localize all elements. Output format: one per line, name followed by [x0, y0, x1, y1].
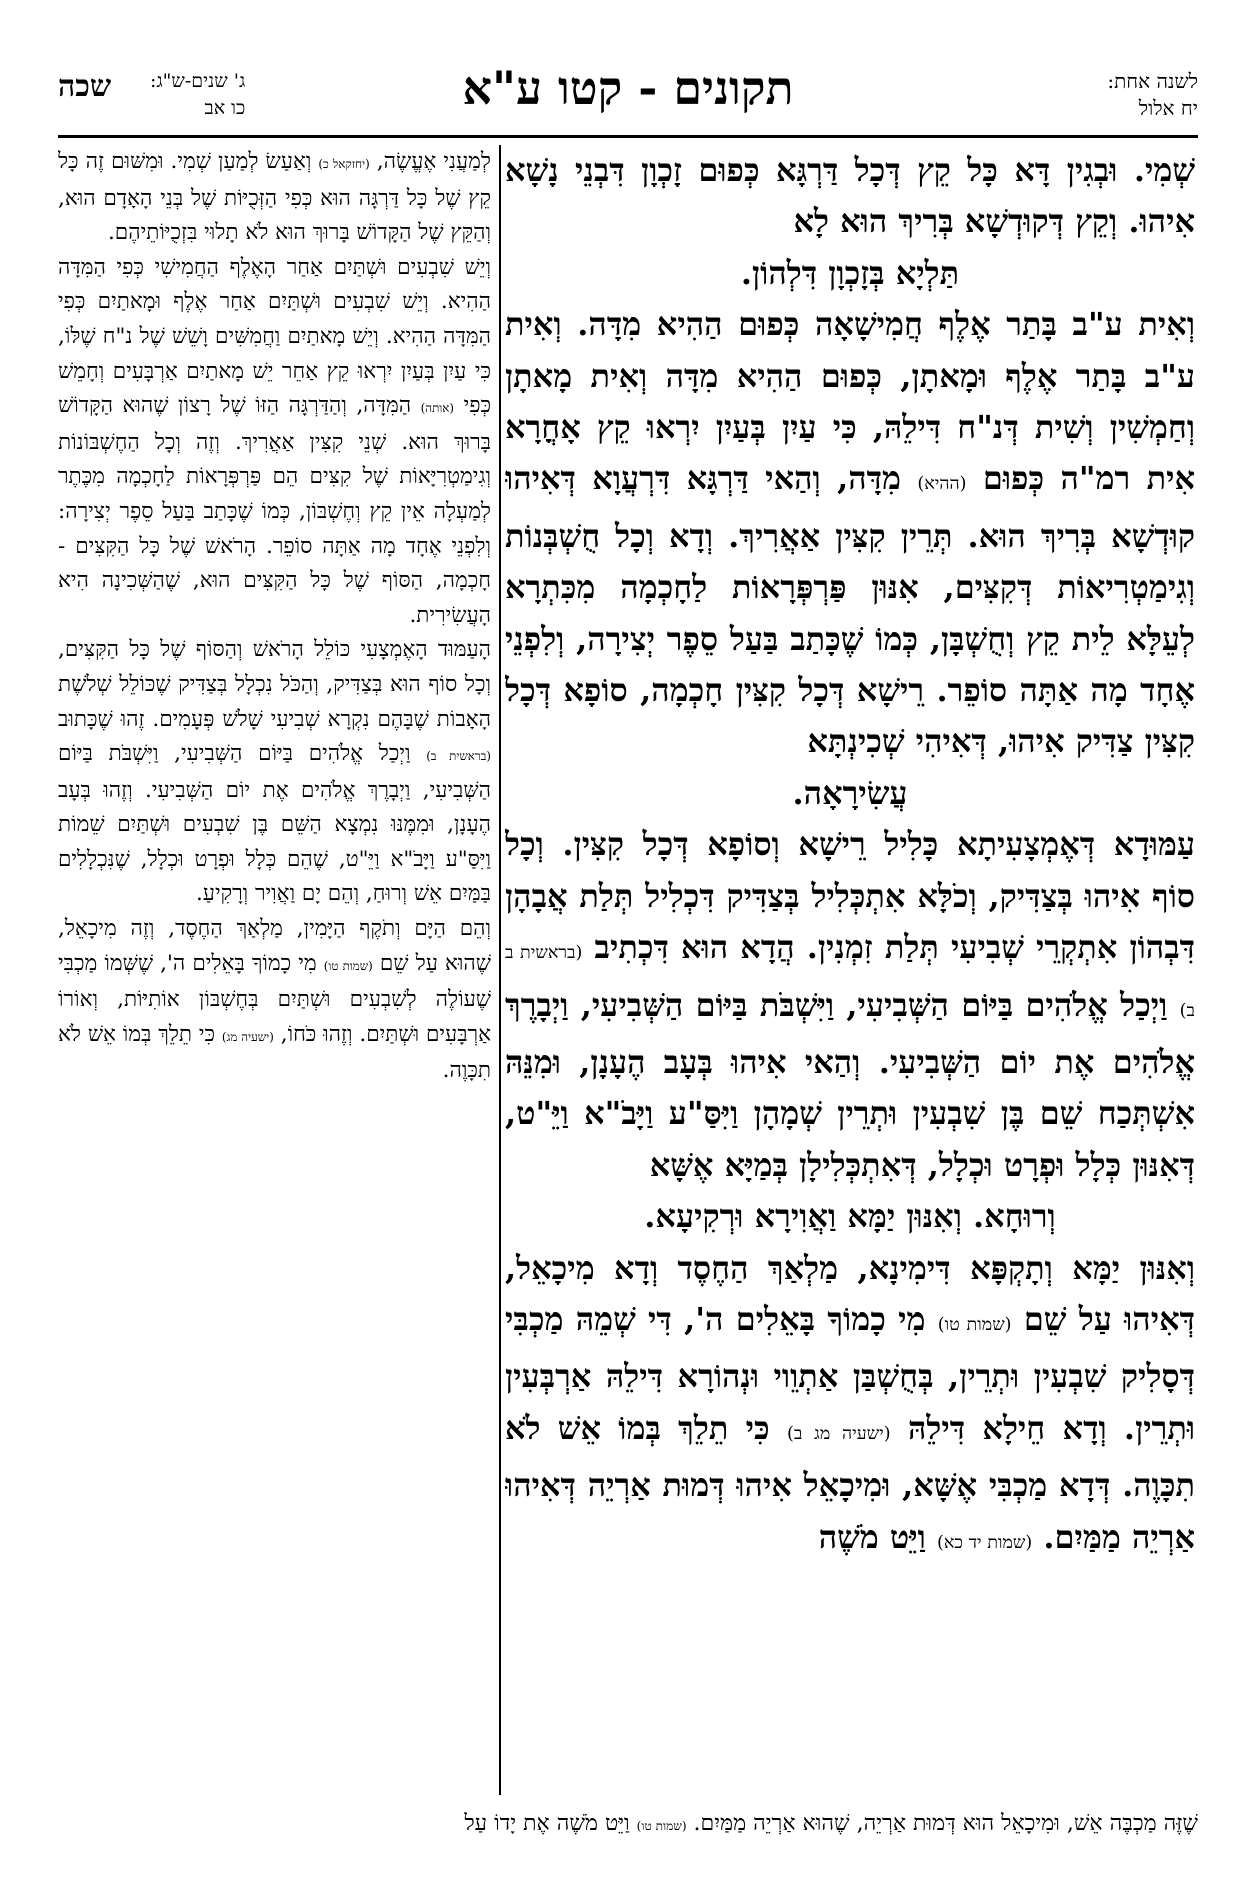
source-ref: (בראשית ב ב): [505, 943, 1195, 1021]
main-paragraph-2-end: עֲשִׂירָאָה.: [792, 773, 908, 812]
column-divider: [499, 145, 501, 1795]
source-ref: (שמות יד כא): [936, 1532, 1033, 1553]
aramaic-text-column: [505, 145, 1195, 1795]
main-paragraph-2: וְאִית ע"ב בָּתַר אֶלֶף חֲמִישָׁאָה כְּפוּם הַהִיא מִדָּה. וְאִית ע"ב בָּתַר אֶלֶף וּמָאתָן, כְּפוּם הַהִיא מִדָּה וְאִית מָאתָן וְחַמְשִׁין וְשִׁית דְּנ"ח דִּילֵהּ, כִּי עַיִן בְּעַיִן יִרְאוּ קֵץ אָחֳרָא אִית רמ"ה כְּפוּם (ההיא) מִדָּה, וְהַאי דַּרְגָּא דִּרְעֲוָא דְּאִיהוּ קוּדְשָׁא בְּרִיךְ הוּא. תְּרֵין קִצִּין אַאֲרִיךְ. וְדָא וְכָל חֻשְׁבְּנוֹת וְגִימַטְרִיאוֹת דְּקִצִּים, אִנּוּן פַּרְפְּרָאוֹת לַחָכְמָה מִכִּתְרָא לְעֵלָּא לֵית קֵץ וְחֻשְׁבָּן, כְּמוֹ שֶׁכָּתַב בַּעַל סֵפֶר יְצִירָה, וְלִפְנֵי אֶחָד מָה אַתָּה סוֹפֵר. רֵישָׁא דְּכָל קִצִּין חָכְמָה, סוֹפָא דְּכָל קִצִּין צַדִּיק אִיהוּ, דְּאִיהִי שְׁכִינְתָּא: [505, 305, 1195, 761]
schedule-three-years-label: ג' שנים-ש"ג:: [150, 70, 246, 92]
main-paragraph-1-end: תַּלְיָא בְּזָכְוָן דִּלְהוֹן.: [740, 253, 960, 292]
schedule-one-year-date: יח אלול: [1138, 96, 1198, 120]
header-rule: [58, 135, 1198, 138]
header-left-note: [150, 68, 245, 122]
side-paragraph-4: וְהֵם הַיָּם וְתֹקֶף הַיָּמִין, מַלְאַךְ הַחֶסֶד, וְזֶה מִיכָאֵל, שֶׁהוּא עַל שֵׁם (שמות טו) מִי כָמוֹךָ בָּאֵלִים ה', שֶׁשְּׁמוֹ מַכְבִּי שֶׁעוֹלֶה לְשִׁבְעִים וּשְׁתַּיִם בְּחֶשְׁבּוֹן אוֹתִיּוֹת, וְאוֹרוֹ אַרְבָּעִים וּשְׁתַּיִם. וְזֶהוּ כֹּחוֹ, (ישעיה מג) כִּי תֵלֵךְ בְּמוֹ אֵשׁ לֹא תִכָּוֶה.: [58, 916, 491, 1084]
source-ref: (יחזקאל כ): [318, 157, 370, 171]
main-paragraph-3-end: וְרוּחָא. וְאִנּוּן יַמָּא וַאֲוִירָא וּרְקִיעָא.: [644, 1197, 1056, 1236]
page-number: שכה: [58, 69, 112, 104]
page-header: [58, 60, 1198, 132]
source-ref: (ההיא): [917, 474, 967, 495]
header-right-note: [1107, 68, 1198, 122]
main-paragraph-4: וְאִנּוּן יַמָּא וְתָקְפָּא דִּימִינָא, מַלְאַךְ הַחֶסֶד וְדָא מִיכָאֵל, דְּאִיהוּ עַל שֵׁם (שמות טו) מִי כָמוֹךָ בָּאֵלִים ה', דִּי שְׁמֵהּ מַכְבִּי דְּסָלִיק שִׁבְעִין וּתְרֵין, בְּחֻשְׁבַּן אַתְוֵוי וּנְהוֹרָא דִּילֵהּ אַרְבְּעִין וּתְרֵין. וְדָא חֵילָא דִּילֵהּ (ישעיה מג ב) כִּי תֵלֵךְ בְּמוֹ אֵשׁ לֹא תִכָּוֶה. דְּדָא מַכְבִּי אֶשָּׁא, וּמִיכָאֵל אִיהוּ דְּמוּת אַרְיֵה דְּאִיהוּ אַרְיֵה מַמַּיִם. (שמות יד כא) וַיֵּט מֹשֶׁה: [505, 1248, 1195, 1556]
continuation-line: שֶׁזֶּה מַכְבֶּה אֵשׁ, וּמִיכָאֵל הוּא דְּמוּת אַרְיֵה, שֶׁהוּא אַרְיֵה מַמַּיִם. (שמות טו) וַיֵּט מֹשֶׁה אֶת יָדוֹ עַל: [464, 1811, 1198, 1836]
source-ref: (ישעיה מג ב): [786, 1423, 891, 1444]
side-paragraph-2: וְיֵשׁ שִׁבְעִים וּשְׁתַּיִם אַחַר הָאֶלֶף הַחֲמִישִׁי כְּפִי הַמִּדָּה הַהִיא. וְיֵשׁ שִׁבְעִים וּשְׁתַּיִם אַחַר אֶלֶף וּמָאתַיִם כְּפִי הַמִּדָּה הַהִיא. וְיֵשׁ מָאתַיִם וַחֲמִשִּׁים וָשֵׁשׁ שֶׁל נ"ח שֶׁלּוֹ, כִּי עַיִן בְּעַיִן יִרְאוּ קֵץ אַחֵר יֵשׁ מָאתַיִם אַרְבָּעִים וְחָמֵשׁ כְּפִי (אותה) הַמִּדָּה, וְהַדַּרְגָּה הַזּוֹ שֶׁל רָצוֹן שֶׁהוּא הַקָּדוֹשׁ בָּרוּךְ הוּא. שְׁנֵי קִצִּין אַאֲרִיךְ. וְזֶה וְכָל הַחֶשְׁבּוֹנוֹת וְגִימַטְרִיָּאוֹת שֶׁל קִצִּים הֵם פַּרְפְּרָאוֹת לַחָכְמָה מִכֶּתֶר לְמַעְלָה אֵין קֵץ וְחֶשְׁבּוֹן, כְּמוֹ שֶׁכָּתַב בַּעַל סֵפֶר יְצִירָה: וְלִפְנֵי אֶחָד מָה אַתָּה סוֹפֵר. הָרֹאשׁ שֶׁל כָּל הַקִּצִּים - חָכְמָה, הַסּוֹף שֶׁל כָּל הַקִּצִּים הוּא, שֶׁהַשְּׁכִינָה הִיא הָעֲשִׂירִית.: [58, 254, 491, 628]
source-ref: (שמות טו): [323, 958, 373, 973]
source-ref: (ישעיה מג): [221, 1029, 274, 1044]
source-ref: (אותה): [420, 401, 454, 416]
source-ref: (בראשית ב): [426, 749, 491, 764]
side-paragraph-1: לְמַעֲנִי אֶעֱשֶׂה, (יחזקאל כ) וְאַעַשׂ לְמַעַן שְׁמִי. וּמִשּׁוּם זֶה כָּל קֵץ שֶׁל כָּל דַּרְגָּה הוּא כְּפִי הַזְּכֻיּוֹת שֶׁל בְּנֵי הָאָדָם הוּא, וְהַקֵּץ שֶׁל הַקָּדוֹשׁ בָּרוּךְ הוּא לֹא תָלוּי בִּזְכֻיּוֹתֵיהֶם.: [58, 149, 491, 246]
hebrew-translation-column: [58, 145, 491, 1795]
source-ref: (שמות טו): [937, 1314, 1012, 1335]
source-ref: (שמות טו): [636, 1819, 687, 1833]
schedule-three-years-date: כו אב: [204, 97, 246, 119]
schedule-one-year-label: לשנה אחת:: [1107, 69, 1198, 93]
page-title: תקונים - קטו ע"א: [462, 61, 794, 115]
main-paragraph-1: שְׁמִי. וּבְגִין דָּא כָּל קֵץ דְּכָל דַּרְגָּא כְּפוּם זָכְוָן דִּבְנֵי נָשָׁא אִיהוּ. וְקֵץ דְּקוּדְשָׁא בְּרִיךְ הוּא לָא: [505, 151, 1195, 241]
main-paragraph-3: עַמּוּדָא דְּאֶמְצָעִיתָא כָּלִיל רֵישָׁא וְסוֹפָא דְּכָל קִצִּין. וְכָל סוֹף אִיהוּ בְּצַדִּיק, וְכֹלָּא אִתְכְּלִיל בְּצַדִּיק דִּכְלִיל תְּלַת אֲבָהָן דִּבְהוֹן אִתְקְרֵי שְׁבִיעִי תְּלַת זִמְנִין. הֲדָא הוּא דִּכְתִיב (בראשית ב ב) וַיְכַל אֱלֹהִים בַּיּוֹם הַשְּׁבִיעִי, וַיִּשְׁבֹּת בַּיּוֹם הַשְּׁבִיעִי, וַיְבָרֶךְ אֱלֹהִים אֶת יוֹם הַשְּׁבִיעִי. וְהַאי אִיהוּ בְּעָב הֶעָנָן, וּמִנֵּהּ אִשְׁתְּכַח שֵׁם בֶּן שִׁבְעִין וּתְרֵין שְׁמָהָן וַיִּסַּ"ע וַיָּבֹ"א וַיֵּ"ט, דְּאִנּוּן כְּלָל וּפְרָט וּכְלָל, דְּאִתְכְּלִילָן בְּמַיָּא אֶשָּׁא: [505, 825, 1195, 1184]
side-paragraph-3: הָעַמּוּד הָאֶמְצָעִי כּוֹלֵל הָרֹאשׁ וְהַסּוֹף שֶׁל כָּל הַקִּצִּים, וְכָל סוֹף הוּא בְּצַדִּיק, וְהַכֹּל נִכְלָל בְּצַדִּיק שֶׁכּוֹלֵל שְׁלֹשֶׁת הָאָבוֹת שֶׁבָּהֶם נִקְרָא שְׁבִיעִי שָׁלֹשׁ פְּעָמִים. זֶהוּ שֶׁכָּתוּב (בראשית ב) וַיְכַל אֱלֹהִים בַּיּוֹם הַשְּׁבִיעִי, וַיִּשְׁבֹּת בַּיּוֹם הַשְּׁבִיעִי, וַיְבָרֶךְ אֱלֹהִים אֶת יוֹם הַשְּׁבִיעִי. וְזֶהוּ בְּעָב הֶעָנָן, וּמִמֶּנּוּ נִמְצָא הַשֵּׁם בֶּן שִׁבְעִים וּשְׁתַּיִם שֵׁמוֹת וַיִּסַּ"ע וַיָּבֹ"א וַיֵּ"ט, שֶׁהֵם כְּלָל וּפְרָט וּכְלָל, שֶׁנִּכְלָלִים בַּמַּיִם אֵשׁ וְרוּחַ, וְהֵם יָם וַאֲוִיר וְרָקִיעַ.: [58, 637, 491, 907]
